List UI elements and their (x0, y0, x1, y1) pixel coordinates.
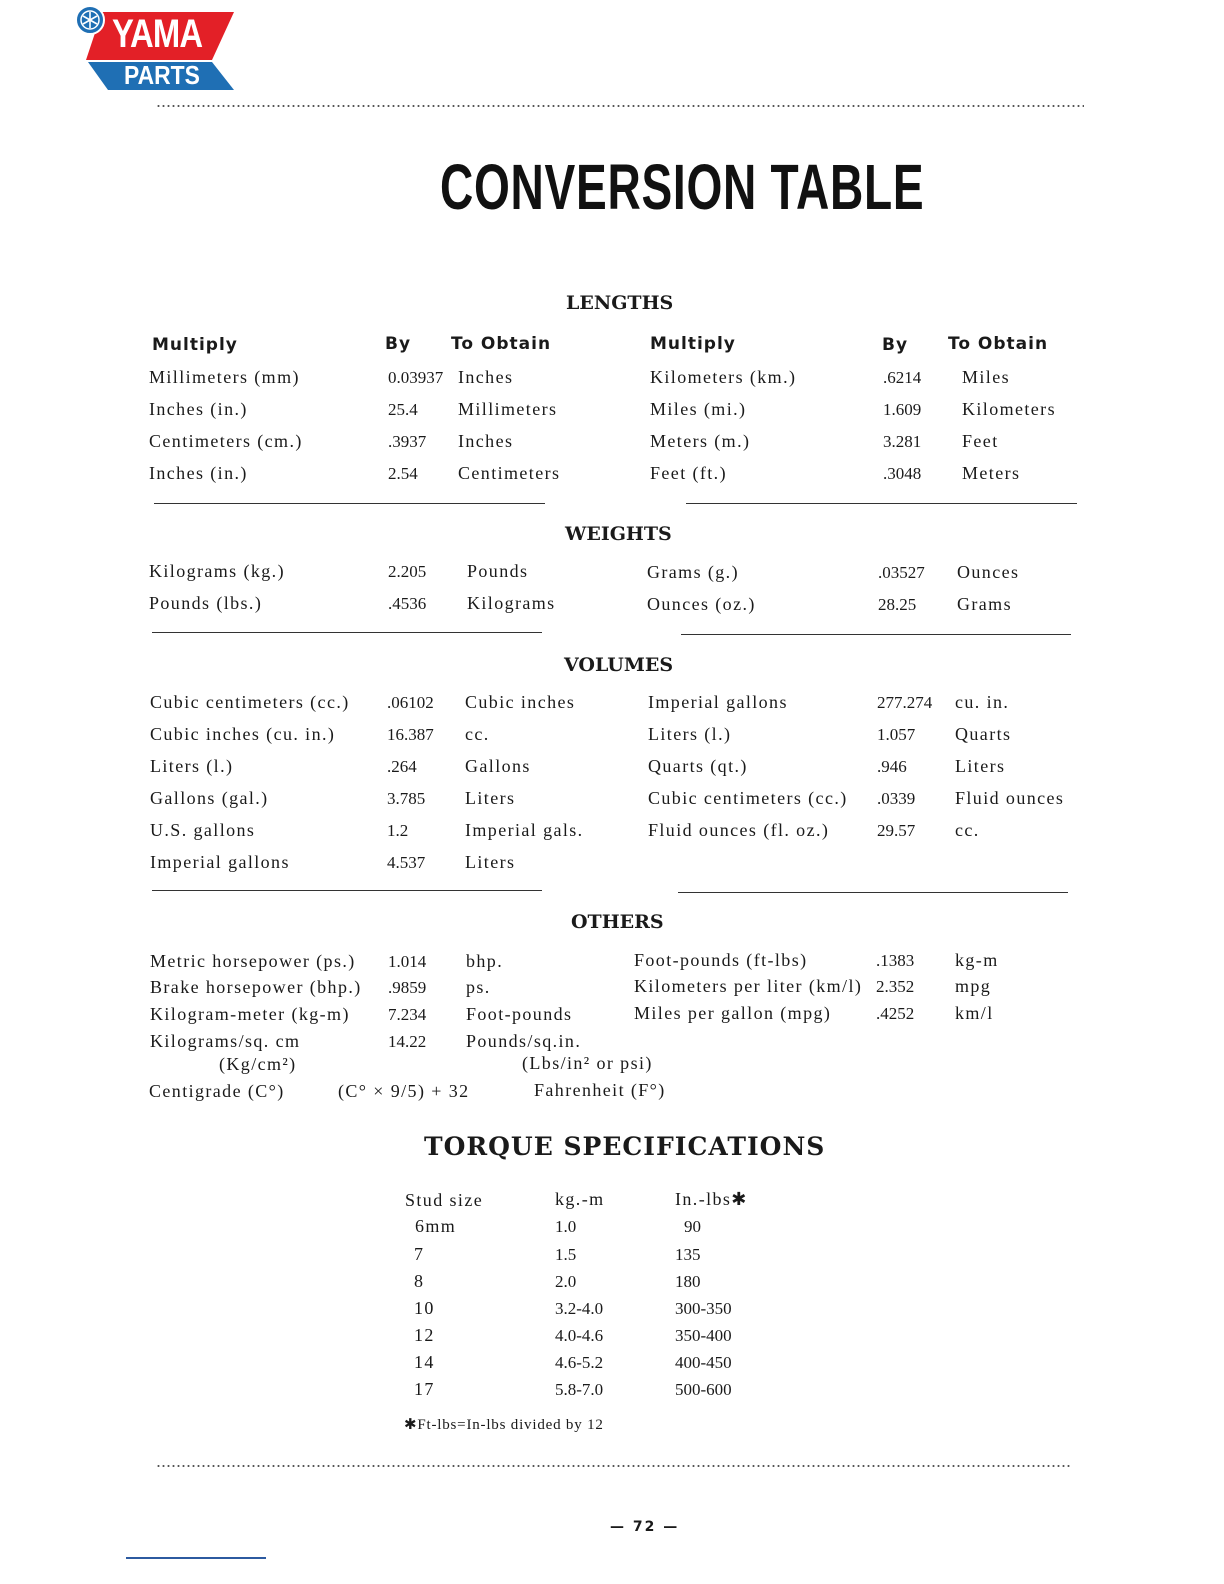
volumes-left-obtain: Imperial gals. (465, 820, 584, 840)
torque-inlbs-value: 500-600 (675, 1380, 732, 1399)
torque-inlbs-value: 180 (675, 1272, 701, 1291)
lengths-left-multiply: Millimeters (mm) (149, 367, 300, 387)
volumes-right-multiply: Liters (l.) (648, 724, 732, 744)
volumes-right-multiply: Cubic centimeters (cc.) (648, 788, 848, 808)
torque-header-stud: Stud size (405, 1190, 484, 1210)
fahrenheit-label: Fahrenheit (F°) (534, 1080, 666, 1100)
volumes-right-multiply: Fluid ounces (fl. oz.) (648, 820, 830, 840)
header-obtain-left: To Obtain (451, 334, 552, 354)
lengths-left-obtain: Millimeters (458, 399, 558, 419)
weights-right-obtain: Grams (957, 594, 1012, 614)
volumes-right-multiply: Imperial gallons (648, 692, 788, 712)
yama-parts-logo (74, 4, 240, 94)
bottom-dotted-divider (156, 1464, 1070, 1468)
torque-footnote: ✱Ft-lbs=In-lbs divided by 12 (404, 1417, 604, 1433)
lengths-left-factor: 2.54 (388, 464, 418, 483)
torque-stud-size: 10 (414, 1298, 435, 1318)
others-unit-kgcm2: (Kg/cm²) (219, 1054, 297, 1074)
volumes-left-obtain: Liters (465, 852, 516, 872)
volumes-right-obtain: Liters (955, 756, 1006, 776)
weights-left-multiply: Pounds (lbs.) (149, 593, 263, 613)
volumes-right-factor: 29.57 (877, 821, 916, 840)
others-right-factor: .1383 (876, 951, 915, 970)
others-unit-psi: (Lbs/in² or psi) (522, 1053, 653, 1073)
lengths-right-factor: .3048 (883, 464, 922, 483)
logo-top-text: YAMA (112, 12, 203, 56)
volumes-left-multiply: Liters (l.) (150, 756, 234, 776)
volumes-left-multiply: Gallons (gal.) (150, 788, 269, 808)
volumes-rule-left (152, 890, 542, 891)
weights-heading: WEIGHTS (565, 523, 672, 545)
others-right-factor: 2.352 (876, 977, 915, 996)
header-obtain-right: To Obtain (948, 334, 1049, 354)
volumes-right-multiply: Quarts (qt.) (648, 756, 748, 776)
weights-left-multiply: Kilograms (kg.) (149, 561, 285, 581)
bottom-edge-line (126, 1557, 266, 1559)
torque-stud-size: 17 (414, 1379, 435, 1399)
lengths-right-factor: 1.609 (883, 400, 922, 419)
lengths-right-obtain: Feet (962, 431, 999, 451)
top-dotted-divider (156, 104, 1084, 108)
torque-kgm-value: 1.5 (555, 1245, 577, 1264)
others-left-obtain: Foot-pounds (466, 1004, 573, 1024)
others-heading: OTHERS (571, 911, 664, 933)
header-multiply-left: Multiply (152, 335, 238, 355)
volumes-left-factor: .06102 (387, 693, 434, 712)
volumes-left-multiply: U.S. gallons (150, 820, 256, 840)
others-right-obtain: mpg (955, 976, 992, 996)
torque-kgm-value: 4.0-4.6 (555, 1326, 604, 1345)
lengths-left-factor: 0.03937 (388, 368, 444, 387)
torque-header-kgm: kg.-m (555, 1189, 605, 1209)
weights-left-obtain: Kilograms (467, 593, 556, 613)
lengths-left-factor: 25.4 (388, 400, 418, 419)
torque-kgm-value: 1.0 (555, 1217, 577, 1236)
others-left-multiply: Kilogram-meter (kg-m) (150, 1004, 350, 1024)
others-left-factor: 1.014 (388, 952, 427, 971)
volumes-left-factor: 3.785 (387, 789, 426, 808)
volumes-left-factor: 4.537 (387, 853, 426, 872)
volumes-left-obtain: cc. (465, 724, 490, 744)
lengths-left-multiply: Inches (in.) (149, 399, 248, 419)
torque-inlbs-value: 400-450 (675, 1353, 732, 1372)
volumes-right-obtain: cc. (955, 820, 980, 840)
torque-kgm-value: 3.2-4.0 (555, 1299, 604, 1318)
volumes-right-obtain: cu. in. (955, 692, 1010, 712)
volumes-left-factor: 16.387 (387, 725, 434, 744)
weights-left-factor: .4536 (388, 594, 427, 613)
others-left-factor: .9859 (388, 978, 427, 997)
lengths-right-multiply: Kilometers (km.) (650, 367, 797, 387)
torque-stud-size: 7 (414, 1244, 425, 1264)
lengths-left-multiply: Centimeters (cm.) (149, 431, 303, 451)
torque-stud-size: 12 (414, 1325, 435, 1345)
others-left-obtain: Pounds/sq.in. (466, 1031, 582, 1051)
volumes-left-obtain: Gallons (465, 756, 531, 776)
lengths-left-obtain: Inches (458, 367, 514, 387)
logo-bottom-text: PARTS (124, 60, 200, 90)
volumes-right-obtain: Quarts (955, 724, 1012, 744)
lengths-left-factor: .3937 (388, 432, 427, 451)
volumes-left-multiply: Cubic centimeters (cc.) (150, 692, 350, 712)
lengths-left-multiply: Inches (in.) (149, 463, 248, 483)
lengths-left-obtain: Centimeters (458, 463, 561, 483)
volumes-right-factor: 277.274 (877, 693, 933, 712)
volumes-left-factor: .264 (387, 757, 417, 776)
weights-right-multiply: Ounces (oz.) (647, 594, 756, 614)
header-multiply-right: Multiply (650, 334, 736, 354)
torque-stud-size: 6mm (415, 1216, 457, 1236)
lengths-right-obtain: Meters (962, 463, 1021, 483)
others-left-factor: 7.234 (388, 1005, 427, 1024)
lengths-right-multiply: Feet (ft.) (650, 463, 727, 483)
volumes-left-obtain: Cubic inches (465, 692, 576, 712)
weights-right-factor: 28.25 (878, 595, 917, 614)
others-right-factor: .4252 (876, 1004, 915, 1023)
torque-kgm-value: 2.0 (555, 1272, 577, 1291)
volumes-heading: VOLUMES (564, 654, 674, 676)
others-left-multiply: Metric horsepower (ps.) (150, 951, 356, 971)
centigrade-formula: (C° × 9/5) + 32 (338, 1081, 470, 1101)
others-left-obtain: ps. (466, 977, 491, 997)
weights-left-obtain: Pounds (467, 561, 529, 581)
lengths-right-factor: 3.281 (883, 432, 922, 451)
volumes-left-multiply: Cubic inches (cu. in.) (150, 724, 336, 744)
weights-left-factor: 2.205 (388, 562, 427, 581)
torque-header-inlbs: In.-lbs✱ (675, 1189, 748, 1209)
others-right-multiply: Foot-pounds (ft-lbs) (634, 950, 808, 970)
header-by-right: By (882, 335, 909, 355)
others-right-obtain: kg-m (955, 950, 999, 970)
volumes-left-multiply: Imperial gallons (150, 852, 290, 872)
lengths-right-multiply: Meters (m.) (650, 431, 751, 451)
weights-right-factor: .03527 (878, 563, 925, 582)
others-right-multiply: Miles per gallon (mpg) (634, 1003, 832, 1023)
centigrade-label: Centigrade (C°) (149, 1081, 285, 1101)
lengths-right-factor: .6214 (883, 368, 922, 387)
torque-inlbs-value: 350-400 (675, 1326, 732, 1345)
others-left-multiply: Brake horsepower (bhp.) (150, 977, 362, 997)
torque-inlbs-value: 90 (684, 1217, 701, 1236)
torque-stud-size: 14 (414, 1352, 435, 1372)
others-left-multiply: Kilograms/sq. cm (150, 1031, 301, 1051)
lengths-right-obtain: Kilometers (962, 399, 1056, 419)
lengths-rule-left (154, 503, 545, 504)
torque-heading: TORQUE SPECIFICATIONS (424, 1132, 826, 1161)
weights-right-obtain: Ounces (957, 562, 1020, 582)
torque-inlbs-value: 300-350 (675, 1299, 732, 1318)
weights-rule-left (152, 632, 542, 633)
page-title: CONVERSION TABLE (440, 151, 925, 223)
volumes-right-factor: .0339 (877, 789, 916, 808)
others-right-obtain: km/l (955, 1003, 994, 1023)
volumes-left-factor: 1.2 (387, 821, 409, 840)
weights-rule-right (681, 634, 1071, 635)
lengths-left-obtain: Inches (458, 431, 514, 451)
volumes-rule-right (678, 892, 1068, 893)
header-by-left: By (385, 334, 412, 354)
volumes-right-obtain: Fluid ounces (955, 788, 1065, 808)
volumes-right-factor: .946 (877, 757, 907, 776)
others-left-obtain: bhp. (466, 951, 504, 971)
lengths-right-obtain: Miles (962, 367, 1011, 387)
torque-kgm-value: 5.8-7.0 (555, 1380, 604, 1399)
others-right-multiply: Kilometers per liter (km/l) (634, 976, 863, 996)
torque-inlbs-value: 135 (675, 1245, 701, 1264)
volumes-left-obtain: Liters (465, 788, 516, 808)
page-number: — 72 — (610, 1519, 680, 1535)
torque-stud-size: 8 (414, 1271, 425, 1291)
weights-right-multiply: Grams (g.) (647, 562, 739, 582)
lengths-heading: LENGTHS (566, 292, 674, 314)
others-left-factor: 14.22 (388, 1032, 427, 1051)
lengths-right-multiply: Miles (mi.) (650, 399, 747, 419)
volumes-right-factor: 1.057 (877, 725, 916, 744)
torque-kgm-value: 4.6-5.2 (555, 1353, 604, 1372)
lengths-rule-right (686, 503, 1077, 504)
